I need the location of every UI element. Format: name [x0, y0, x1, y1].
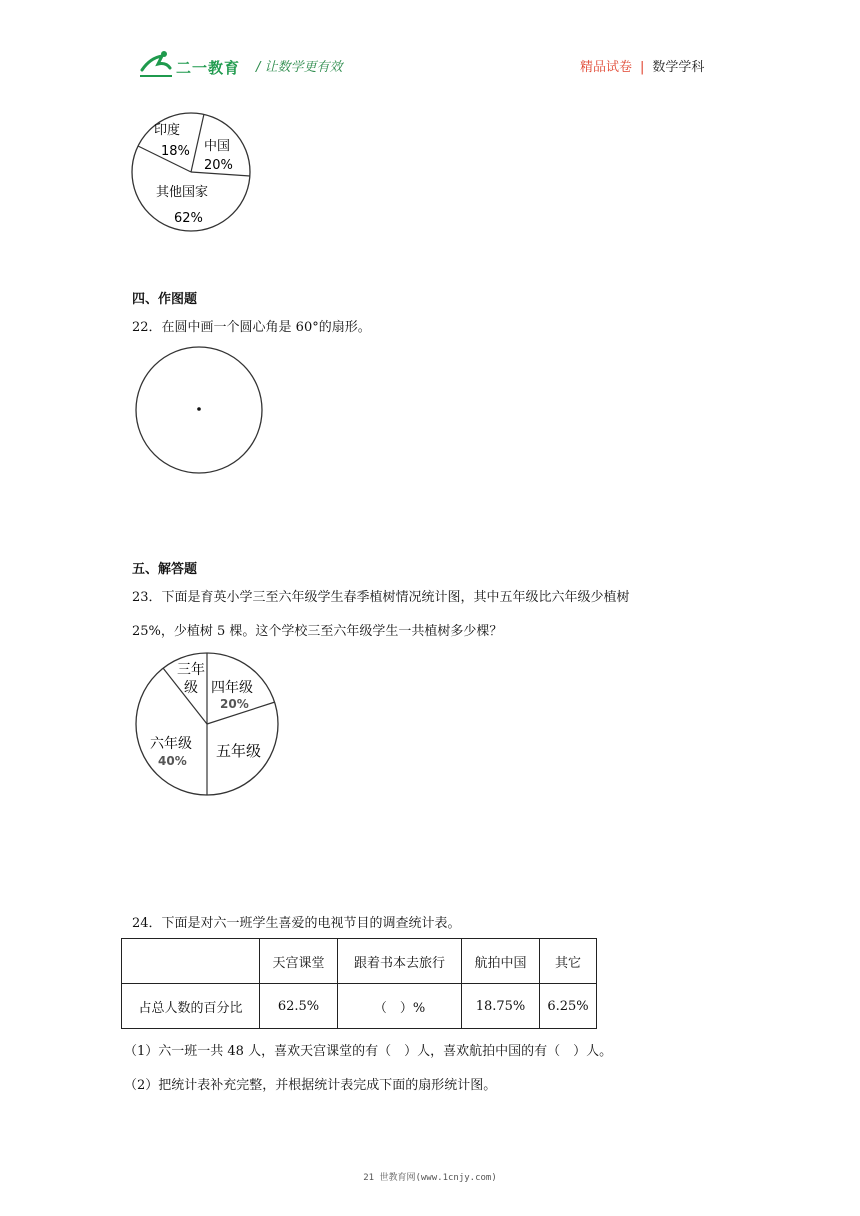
tag-subject: 数学学科	[652, 60, 705, 75]
pie23-label-grade4: 四年级	[211, 680, 253, 696]
pie-pct-china: 20%	[204, 158, 233, 173]
table-cell: 6.25%	[540, 984, 597, 1029]
table-header-row	[122, 939, 597, 984]
table-cell: 62.5%	[260, 984, 338, 1029]
brand-slogan: / 让数学更有效	[256, 60, 343, 75]
pie23-label-grade6: 六年级	[150, 736, 192, 752]
question-24-part2: （2）把统计表补充完整，并根据统计表完成下面的扇形统计图。	[124, 1078, 497, 1093]
table-header-cell: 跟着书本去旅行	[338, 939, 462, 984]
section-title-drawing: 四、作图题	[132, 292, 198, 307]
pie-divider-india-china	[191, 114, 204, 172]
question-23-line1: 23．下面是育英小学三至六年级学生春季植树情况统计图，其中五年级比六年级少植树	[132, 590, 630, 605]
question-24: 24．下面是对六一班学生喜爱的电视节目的调查统计表。	[132, 916, 461, 931]
pie23-label-grade3-a: 三年	[177, 662, 205, 678]
pie23-pct-grade6: 40%	[158, 754, 187, 768]
question-23-line2: 25%，少植树 5 棵。这个学校三至六年级学生一共植树多少棵？	[132, 624, 503, 639]
table-cell: 18.75%	[462, 984, 540, 1029]
circle-center-dot	[197, 407, 201, 411]
pie-pct-india: 18%	[161, 144, 190, 159]
section-title-answer: 五、解答题	[132, 562, 198, 577]
pie-chart-grades	[134, 652, 284, 798]
table-header-cell: 天宫课堂	[260, 939, 338, 984]
table-header-cell: 其它	[540, 939, 597, 984]
tag-premium: 精品试卷	[580, 60, 633, 75]
table-row	[122, 984, 597, 1029]
table-header-cell	[122, 939, 260, 984]
pie23-label-grade3-b: 级	[184, 680, 198, 696]
question-24-part1: （1）六一班一共 48 人，喜欢天宫课堂的有（ ）人，喜欢航拍中国的有（ ）人。	[124, 1044, 613, 1059]
table-cell-blank: （ ）%	[338, 984, 462, 1029]
brand-name: 二一教育	[176, 59, 241, 77]
question-22: 22．在圆中画一个圆心角是 60°的扇形。	[132, 320, 371, 335]
survey-table	[121, 938, 597, 1029]
pie-pct-other: 62%	[174, 211, 203, 226]
pie-label-china: 中国	[204, 139, 231, 154]
pie23-label-grade5: 五年级	[216, 742, 262, 760]
pie-label-india: 印度	[154, 123, 181, 138]
table-header-cell: 航拍中国	[462, 939, 540, 984]
header-separator: |	[640, 60, 645, 75]
header-tags	[580, 56, 704, 75]
pie-label-other: 其他国家	[156, 185, 209, 200]
table-row-label: 占总人数的百分比	[122, 984, 260, 1029]
pie-chart-countries	[128, 110, 256, 234]
circle-figure	[133, 346, 265, 476]
page-footer: 21 世教育网(www.1cnjy.com)	[363, 1173, 497, 1183]
pie23-pct-grade4: 20%	[220, 697, 249, 711]
